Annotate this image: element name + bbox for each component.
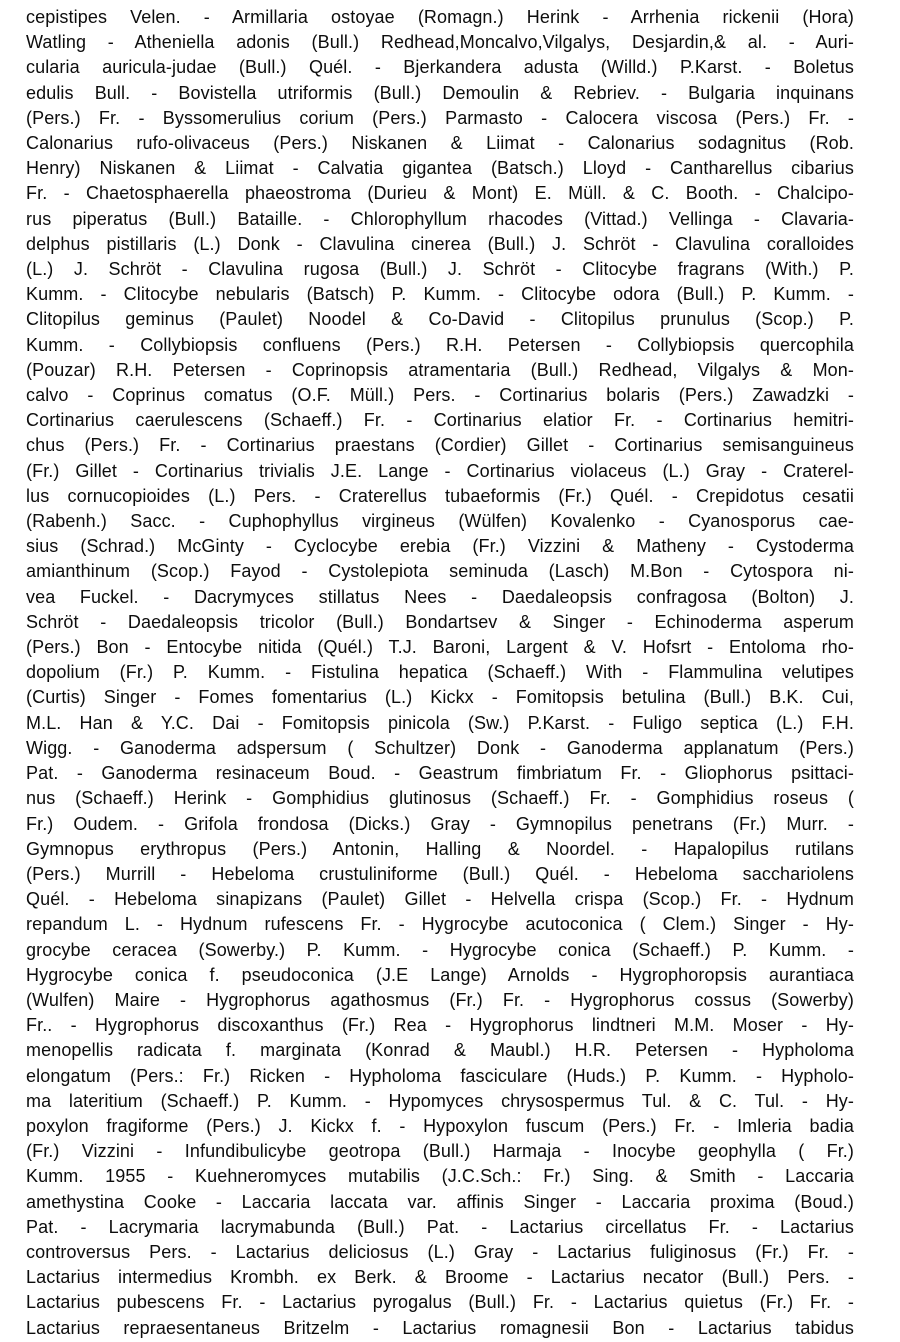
text-line: sius (Schrad.) McGinty - Cyclocybe erebia (Fr.) Vizzini & Matheny - Cystoderma (26, 536, 854, 557)
text-line: (Fr.) Vizzini - Infundibulicybe geotropa (Bull.) Harmaja - Inocybe geophylla ( Fr.) (26, 1141, 854, 1162)
text-line: cepistipes Velen. - Armillaria ostoyae (Romagn.) Herink - Arrhenia rickenii (Hora) (26, 7, 854, 27)
text-line: chus (Pers.) Fr. - Cortinarius praestans (Cordier) Gillet - Cortinarius semisanguineus (26, 435, 854, 456)
text-line: Kumm. - Collybiopsis confluens (Pers.) R.H. Petersen - Collybiopsis quercophila (26, 334, 854, 355)
text-line: Quél. - Hebeloma sinapizans (Paulet) Gillet - Helvella crispa (Scop.) Fr. - Hydnum (26, 889, 854, 910)
text-line: cularia auricula-judae (Bull.) Quél. - Bjerkandera adusta (Willd.) P.Karst. - Boletus (26, 57, 854, 78)
text-line: poxylon fragiforme (Pers.) J. Kickx f. - Hypoxylon fuscum (Pers.) Fr. - Imleria badia (26, 1115, 854, 1136)
text-line: Fr.) Oudem. - Grifola frondosa (Dicks.) Gray - Gymnopilus penetrans (Fr.) Murr. - (26, 813, 854, 834)
text-line: Cortinarius caerulescens (Schaeff.) Fr. - Cortinarius elatior Fr. - Cortinarius hemitri- (26, 410, 854, 431)
text-line: (Fr.) Gillet - Cortinarius trivialis J.E. Lange - Cortinarius violaceus (L.) Gray - Craterel- (26, 460, 854, 481)
text-line: delphus pistillaris (L.) Donk - Clavulina cinerea (Bull.) J. Schröt - Clavulina coralloides (26, 233, 854, 254)
text-line: rus piperatus (Bull.) Bataille. - Chlorophyllum rhacodes (Vittad.) Vellinga - Clavaria- (26, 208, 854, 229)
text-line: (Pouzar) R.H. Petersen - Coprinopsis atramentaria (Bull.) Redhead, Vilgalys & Mon- (26, 359, 854, 380)
text-line: amethystina Cooke - Laccaria laccata var. affinis Singer - Laccaria proxima (Boud.) (26, 1191, 854, 1212)
species-list-text (26, 5, 854, 1341)
text-line: (Pers.) Fr. - Byssomerulius corium (Pers.) Parmasto - Calocera viscosa (Pers.) Fr. - (26, 107, 854, 128)
text-line: ma lateritium (Schaeff.) P. Kumm. - Hypomyces chrysospermus Tul. & C. Tul. - Hy- (26, 1090, 854, 1111)
text-line: Kumm. 1955 - Kuehneromyces mutabilis (J.C.Sch.: Fr.) Sing. & Smith - Laccaria (26, 1166, 854, 1187)
text-line: dopolium (Fr.) P. Kumm. - Fistulina hepatica (Schaeff.) With - Flammulina velutipes (26, 662, 854, 683)
text-line: Gymnopus erythropus (Pers.) Antonin, Halling & Noordel. - Hapalopilus rutilans (26, 838, 854, 859)
text-line: grocybe ceracea (Sowerby.) P. Kumm. - Hygrocybe conica (Schaeff.) P. Kumm. - (26, 939, 854, 960)
text-line: elongatum (Pers.: Fr.) Ricken - Hypholoma fasciculare (Huds.) P. Kumm. - Hypholo- (26, 1065, 854, 1086)
text-line: Fr. - Chaetosphaerella phaeostroma (Durieu & Mont) E. Müll. & C. Booth. - Chalcipo- (26, 183, 854, 204)
text-line: Hygrocybe conica f. pseudoconica (J.E Lange) Arnolds - Hygrophoropsis aurantiaca (26, 964, 854, 985)
text-line: Schröt - Daedaleopsis tricolor (Bull.) Bondartsev & Singer - Echinoderma asperum (26, 611, 854, 632)
text-line: (Pers.) Bon - Entocybe nitida (Quél.) T.J. Baroni, Largent & V. Hofsrt - Entoloma rho- (26, 637, 854, 658)
text-line: Lactarius repraesentaneus Britzelm - Lactarius romagnesii Bon - Lactarius tabidus (26, 1317, 854, 1338)
text-line: Henry) Niskanen & Liimat - Calvatia gigantea (Batsch.) Lloyd - Cantharellus cibarius (26, 158, 854, 179)
text-line: (Rabenh.) Sacc. - Cuphophyllus virgineus (Wülfen) Kovalenko - Cyanosporus cae- (26, 511, 854, 532)
text-line: M.L. Han & Y.C. Dai - Fomitopsis pinicola (Sw.) P.Karst. - Fuligo septica (L.) F.H. (26, 712, 854, 733)
text-line: Pat. - Lacrymaria lacrymabunda (Bull.) Pat. - Lactarius circellatus Fr. - Lactarius (26, 1216, 854, 1237)
text-line: amianthinum (Scop.) Fayod - Cystolepiota seminuda (Lasch) M.Bon - Cytospora ni- (26, 561, 854, 582)
text-line: nus (Schaeff.) Herink - Gomphidius glutinosus (Schaeff.) Fr. - Gomphidius roseus ( (26, 788, 854, 809)
text-line: Lactarius pubescens Fr. - Lactarius pyrogalus (Bull.) Fr. - Lactarius quietus (Fr.) Fr. - (26, 1292, 854, 1313)
text-line: Lactarius intermedius Krombh. ex Berk. & Broome - Lactarius necator (Bull.) Pers. - (26, 1267, 854, 1288)
text-line: lus cornucopioides (L.) Pers. - Craterellus tubaeformis (Fr.) Quél. - Crepidotus cesatii (26, 485, 854, 506)
text-line: menopellis radicata f. marginata (Konrad & Maubl.) H.R. Petersen - Hypholoma (26, 1040, 854, 1061)
text-line: edulis Bull. - Bovistella utriformis (Bull.) Demoulin & Rebriev. - Bulgaria inquinans (26, 82, 854, 103)
text-line: (Curtis) Singer - Fomes fomentarius (L.) Kickx - Fomitopsis betulina (Bull.) B.K. Cui, (26, 687, 854, 708)
text-line: Kumm. - Clitocybe nebularis (Batsch) P. Kumm. - Clitocybe odora (Bull.) P. Kumm. - (26, 284, 854, 305)
text-line: Watling - Atheniella adonis (Bull.) Redhead,Moncalvo,Vilgalys, Desjardin,& al. - Auri- (26, 32, 854, 53)
text-line: Clitopilus geminus (Paulet) Noodel & Co-David - Clitopilus prunulus (Scop.) P. (26, 309, 854, 330)
text-line: calvo - Coprinus comatus (O.F. Müll.) Pers. - Cortinarius bolaris (Pers.) Zawadzki - (26, 385, 854, 406)
text-line: Wigg. - Ganoderma adspersum ( Schultzer) Donk - Ganoderma applanatum (Pers.) (26, 737, 854, 758)
text-line: Pat. - Ganoderma resinaceum Boud. - Geastrum fimbriatum Fr. - Gliophorus psittaci- (26, 763, 854, 784)
text-line: Fr.. - Hygrophorus discoxanthus (Fr.) Rea - Hygrophorus lindtneri M.M. Moser - Hy- (26, 1015, 854, 1036)
text-line: (L.) J. Schröt - Clavulina rugosa (Bull.) J. Schröt - Clitocybe fragrans (With.) P. (26, 259, 854, 280)
text-line: Calonarius rufo-olivaceus (Pers.) Niskanen & Liimat - Calonarius sodagnitus (Rob. (26, 133, 854, 154)
text-line: (Pers.) Murrill - Hebeloma crustuliniforme (Bull.) Quél. - Hebeloma sacchariolens (26, 863, 854, 884)
text-line: repandum L. - Hydnum rufescens Fr. - Hygrocybe acutoconica ( Clem.) Singer - Hy- (26, 914, 854, 935)
text-line: vea Fuckel. - Dacrymyces stillatus Nees - Daedaleopsis confragosa (Bolton) J. (26, 586, 854, 607)
text-line: (Wulfen) Maire - Hygrophorus agathosmus (Fr.) Fr. - Hygrophorus cossus (Sowerby) (26, 989, 854, 1010)
text-line: controversus Pers. - Lactarius deliciosus (L.) Gray - Lactarius fuliginosus (Fr.) Fr. - (26, 1241, 854, 1262)
